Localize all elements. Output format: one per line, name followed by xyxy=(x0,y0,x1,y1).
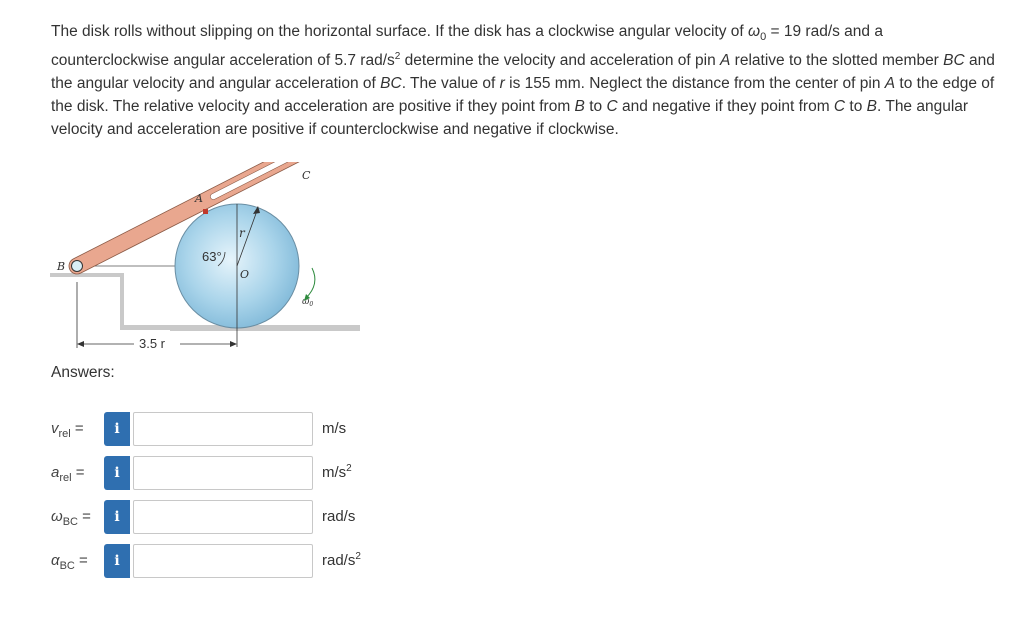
dimension-arrow-left xyxy=(77,341,84,347)
label-r: r xyxy=(239,226,245,240)
info-button[interactable]: i xyxy=(104,500,130,534)
unit-label: $m/s^2$ xyxy=(322,463,352,481)
alpha-bc-input[interactable] xyxy=(133,544,313,578)
answer-row-arel xyxy=(0,456,500,492)
ground-surface xyxy=(170,325,360,331)
mechanism-figure xyxy=(50,162,370,362)
problem-statement: The disk rolls without slipping on the horizontal surface. If the disk has a clockwise angular velocity of $\omega_0 = 19$ rad/s and a counterclockwise angular acceleration of 5.7 rad/$s^2$ determine the velocity and acceleration of pin A relative to the slotted member BC and the angular velocity and angular acceleration of BC. The value of r is 155 mm. Neglect the distance from the center of pin A to the edge of the disk. The relative velocity and acceleration are positive if they point from B to C and negative if they point from C to B. The angular velocity and acceleration are positive if counterclockwise and negative if clockwise. xyxy=(51,23,995,139)
pin-b xyxy=(72,261,83,272)
label-b: B xyxy=(57,260,66,273)
answer-row-vrel xyxy=(0,412,500,448)
unit-label: m/s xyxy=(322,420,347,437)
info-button[interactable]: i xyxy=(104,544,130,578)
answers-heading: Answers: xyxy=(51,364,115,381)
omega-bc-input[interactable] xyxy=(133,500,313,534)
omega-label: $\omega_0$ xyxy=(302,297,314,308)
label-o: O xyxy=(240,268,250,281)
answer-row-omega-bc xyxy=(0,500,500,536)
answer-row-alpha-bc xyxy=(0,544,500,580)
support-block xyxy=(50,273,170,330)
label-c: C xyxy=(302,169,311,182)
angle-label: 63° xyxy=(202,249,222,264)
vrel-input[interactable] xyxy=(133,412,313,446)
omega-arrow xyxy=(306,268,315,298)
dimension-arrow-right xyxy=(230,341,237,347)
answer-label: $\omega_{BC}$ = xyxy=(51,508,91,528)
unit-label: rad/s xyxy=(322,508,356,525)
answer-label: $v_{rel}$ = xyxy=(51,420,84,440)
answer-label: $a_{rel}$ = xyxy=(51,464,85,484)
info-button[interactable]: i xyxy=(104,412,130,446)
label-a: A xyxy=(195,192,203,205)
answer-label: $\alpha_{BC}$ = xyxy=(51,552,88,572)
arel-input[interactable] xyxy=(133,456,313,490)
info-button[interactable]: i xyxy=(104,456,130,490)
pin-a xyxy=(203,209,208,214)
unit-label: rad/$s^2$ xyxy=(322,551,361,569)
dimension-label: 3.5 r xyxy=(139,336,166,351)
